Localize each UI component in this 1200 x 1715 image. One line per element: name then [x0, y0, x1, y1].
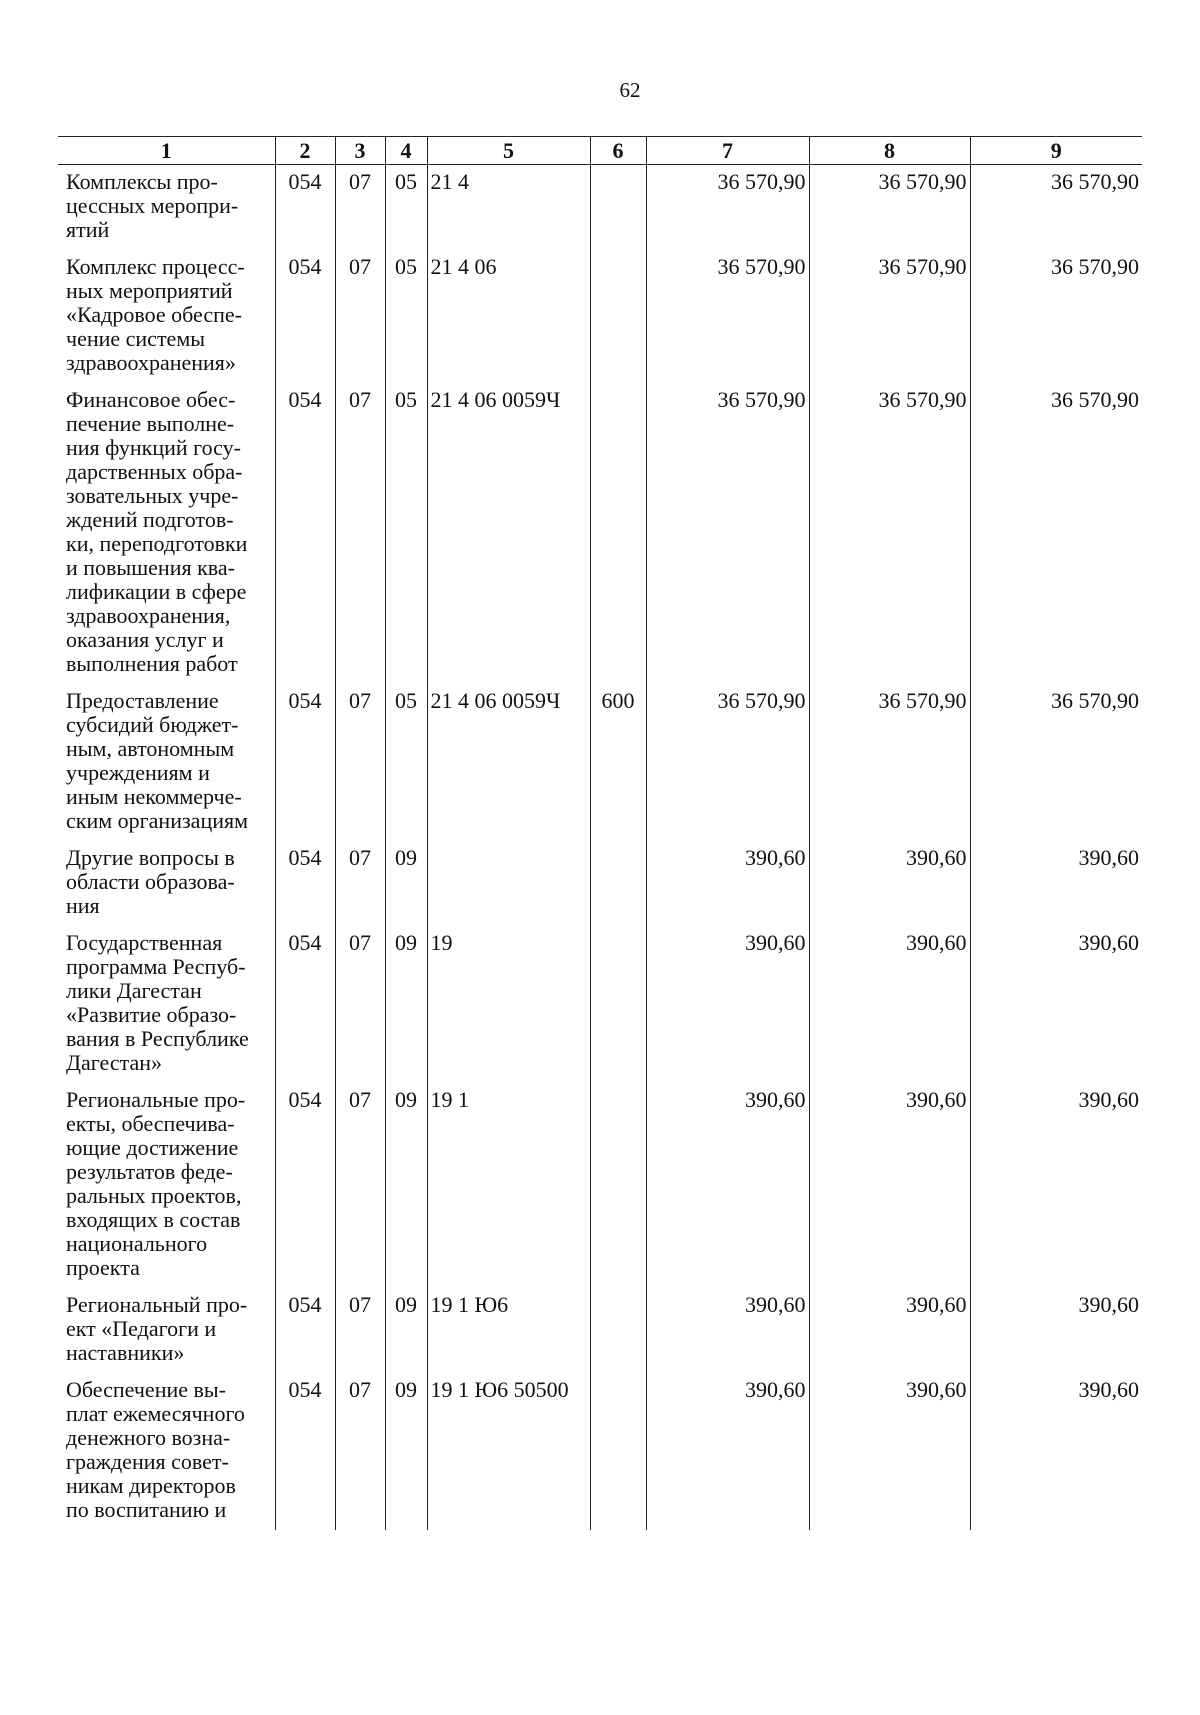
- column-header-5: 5: [427, 137, 590, 165]
- cell-ministry-code: 054: [275, 250, 335, 383]
- row-name: [58, 1373, 275, 1530]
- cell-expense-type: [590, 1083, 646, 1288]
- row-name-text: Региональный про- ект «Педагоги и наставники»: [66, 1292, 248, 1365]
- cell-expense-type: [590, 1373, 646, 1530]
- column-header-1: 1: [58, 137, 275, 165]
- cell-ministry-code: 054: [275, 1288, 335, 1373]
- cell-subsection-code: 09: [385, 1083, 427, 1288]
- cell-ministry-code: 054: [275, 165, 335, 251]
- table-row: [58, 684, 1142, 841]
- cell-amount-8: 36 570,90: [809, 383, 970, 684]
- table-row: [58, 1373, 1142, 1530]
- column-header-4: 4: [385, 137, 427, 165]
- table-row: [58, 165, 1142, 251]
- cell-amount-9: 36 570,90: [970, 684, 1142, 841]
- cell-amount-8: 390,60: [809, 926, 970, 1083]
- column-header-6: 6: [590, 137, 646, 165]
- row-name: [58, 841, 275, 926]
- cell-amount-7: 390,60: [646, 841, 809, 926]
- row-name-text: Комплекс процесс- ных мероприятий «Кадровое обеспе- чение системы здравоохранения»: [66, 254, 245, 375]
- row-name-text: Предоставление субсидий бюджет- ным, автономным учреждениям и иным некоммерче- ским организациям: [66, 688, 249, 833]
- cell-amount-9: 390,60: [970, 1373, 1142, 1530]
- cell-subsection-code: 09: [385, 926, 427, 1083]
- cell-amount-7: 36 570,90: [646, 250, 809, 383]
- column-header-9: 9: [970, 137, 1142, 165]
- row-name-text: Государственная программа Респуб- лики Дагестан «Развитие образо- вания в Республике Дагестан»: [66, 930, 249, 1075]
- cell-subsection-code: 09: [385, 1288, 427, 1373]
- cell-amount-9: 390,60: [970, 841, 1142, 926]
- header-row: [58, 137, 1142, 165]
- cell-target-article: 19: [427, 926, 590, 1083]
- table-row: [58, 383, 1142, 684]
- cell-ministry-code: 054: [275, 841, 335, 926]
- cell-amount-8: 36 570,90: [809, 250, 970, 383]
- cell-ministry-code: 054: [275, 926, 335, 1083]
- row-name: [58, 926, 275, 1083]
- table-row: [58, 250, 1142, 383]
- column-header-8: 8: [809, 137, 970, 165]
- cell-amount-9: 36 570,90: [970, 165, 1142, 251]
- cell-section-code: 07: [335, 841, 385, 926]
- row-name: [58, 1288, 275, 1373]
- cell-expense-type: [590, 926, 646, 1083]
- cell-target-article: [427, 841, 590, 926]
- cell-subsection-code: 09: [385, 841, 427, 926]
- cell-section-code: 07: [335, 926, 385, 1083]
- cell-amount-7: 36 570,90: [646, 165, 809, 251]
- table-row: [58, 1288, 1142, 1373]
- cell-section-code: 07: [335, 383, 385, 684]
- cell-section-code: 07: [335, 1373, 385, 1530]
- cell-subsection-code: 05: [385, 165, 427, 251]
- cell-section-code: 07: [335, 165, 385, 251]
- budget-table: [58, 136, 1142, 1530]
- cell-section-code: 07: [335, 1083, 385, 1288]
- row-name-text: Другие вопросы в области образова- ния: [66, 845, 235, 918]
- cell-amount-8: 390,60: [809, 1083, 970, 1288]
- row-name: [58, 684, 275, 841]
- row-name-text: Финансовое обес- печение выполне- ния функций госу- дарственных обра- зовательных учре- ждений подготов- ки, переподготовки и повышения ква- лификации в сфере здравоохранения, оказания услуг и выполнения работ: [66, 387, 248, 676]
- cell-amount-7: 390,60: [646, 1083, 809, 1288]
- cell-amount-9: 390,60: [970, 1288, 1142, 1373]
- cell-expense-type: 600: [590, 684, 646, 841]
- cell-ministry-code: 054: [275, 1083, 335, 1288]
- column-header-2: 2: [275, 137, 335, 165]
- cell-subsection-code: 05: [385, 250, 427, 383]
- cell-amount-7: 390,60: [646, 926, 809, 1083]
- cell-amount-9: 390,60: [970, 926, 1142, 1083]
- cell-target-article: 21 4 06 0059Ч: [427, 684, 590, 841]
- cell-section-code: 07: [335, 684, 385, 841]
- cell-amount-8: 390,60: [809, 1373, 970, 1530]
- row-name: [58, 1083, 275, 1288]
- cell-expense-type: [590, 1288, 646, 1373]
- cell-amount-8: 390,60: [809, 1288, 970, 1373]
- cell-amount-9: 36 570,90: [970, 250, 1142, 383]
- column-header-7: 7: [646, 137, 809, 165]
- column-header-3: 3: [335, 137, 385, 165]
- row-name: [58, 165, 275, 251]
- table-row: [58, 926, 1142, 1083]
- cell-section-code: 07: [335, 1288, 385, 1373]
- cell-expense-type: [590, 383, 646, 684]
- cell-subsection-code: 09: [385, 1373, 427, 1530]
- cell-expense-type: [590, 250, 646, 383]
- cell-amount-7: 390,60: [646, 1373, 809, 1530]
- cell-expense-type: [590, 841, 646, 926]
- page-number: 62: [619, 78, 641, 102]
- cell-ministry-code: 054: [275, 684, 335, 841]
- table-row: [58, 841, 1142, 926]
- cell-target-article: 19 1 Ю6 50500: [427, 1373, 590, 1530]
- table-row: [58, 1083, 1142, 1288]
- row-name: [58, 250, 275, 383]
- cell-amount-7: 36 570,90: [646, 684, 809, 841]
- cell-amount-9: 36 570,90: [970, 383, 1142, 684]
- cell-amount-8: 390,60: [809, 841, 970, 926]
- cell-target-article: 21 4 06 0059Ч: [427, 383, 590, 684]
- row-name-text: Обеспечение вы- плат ежемесячного денежного возна- граждения совет- никам директоров по воспитанию и: [66, 1377, 245, 1522]
- cell-target-article: 19 1: [427, 1083, 590, 1288]
- cell-subsection-code: 05: [385, 684, 427, 841]
- row-name-text: Региональные про- екты, обеспечива- ющие достижение результатов феде- ральных проектов, входящих в состав национального проекта: [66, 1087, 246, 1280]
- cell-target-article: 21 4 06: [427, 250, 590, 383]
- row-name: [58, 383, 275, 684]
- cell-amount-7: 36 570,90: [646, 383, 809, 684]
- cell-expense-type: [590, 165, 646, 251]
- row-name-text: Комплексы про- цессных меропри- ятий: [66, 169, 239, 242]
- cell-ministry-code: 054: [275, 1373, 335, 1530]
- cell-amount-9: 390,60: [970, 1083, 1142, 1288]
- cell-amount-7: 390,60: [646, 1288, 809, 1373]
- cell-subsection-code: 05: [385, 383, 427, 684]
- cell-target-article: 21 4: [427, 165, 590, 251]
- cell-ministry-code: 054: [275, 383, 335, 684]
- cell-section-code: 07: [335, 250, 385, 383]
- cell-amount-8: 36 570,90: [809, 684, 970, 841]
- cell-amount-8: 36 570,90: [809, 165, 970, 251]
- cell-target-article: 19 1 Ю6: [427, 1288, 590, 1373]
